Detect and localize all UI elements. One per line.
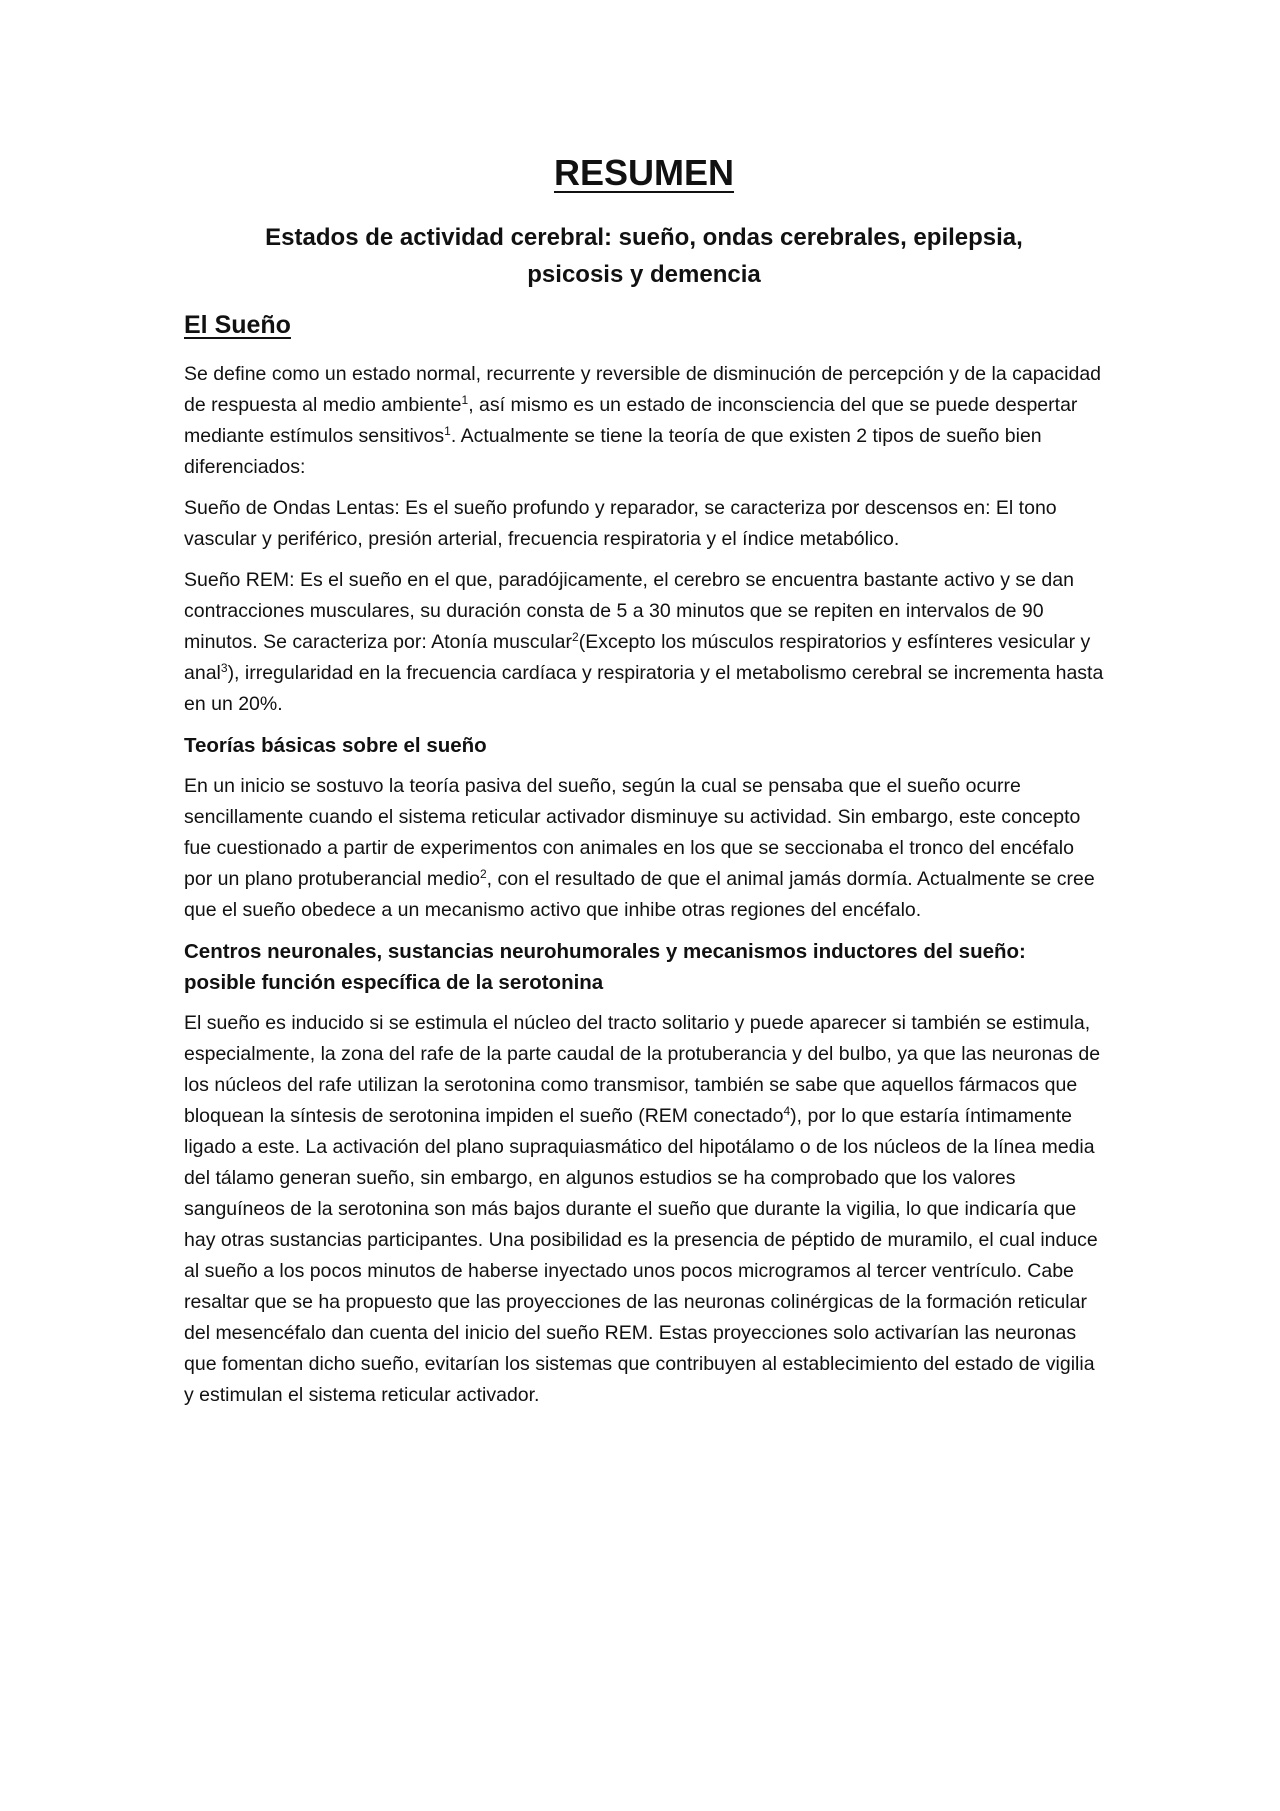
footnote-ref: 1 [461, 392, 469, 407]
footnote-ref: 2 [479, 866, 487, 881]
text-run: ), por lo que estaría íntimamente ligado a este. La activación del plano supraquiasmático del hipotálamo o de los núcleos de la línea media del tálamo generan sueño, sin embargo, en algunos estudios se ha comprobado que los valores sanguíneos de la serotonina son más bajos durante el sueño que durante la vigilia, lo que indicaría que hay otras sustancias participantes. Una posibilidad es la presencia de péptido de muramilo, el cual induce al sueño a los pocos minutos de haberse inyectado unos pocos microgramos al tercer ventrículo. Cabe resaltar que se ha propuesto que las proyecciones de las neuronas colinérgicas de la formación reticular del mesencéfalo dan cuenta del inicio del sueño REM. Estas proyecciones solo activarían las neuronas que fomentan dicho sueño, evitarían los sistemas que contribuyen al establecimiento del estado de vigilia y estimulan el sistema reticular activador. [184, 1105, 1098, 1407]
subheading-basic-theories: Teorías básicas sobre el sueño [184, 733, 487, 757]
text-run: ), irregularidad en la frecuencia cardíaca y respiratoria y el metabolismo cerebral se incrementa hasta en un 20%. [184, 661, 1104, 715]
footnote-ref: 2 [572, 629, 579, 644]
subtitle-line-2: psicosis y demencia [527, 260, 761, 288]
section-heading-el-sueno: El Sueño [184, 311, 291, 340]
paragraph-basic-theories [184, 771, 1104, 926]
text-run: , con el resultado de que el animal jamás dormía. Actualmente se cree que el sueño obedece a un mecanismo activo que inhibe otras regiones del encéfalo. [184, 867, 1095, 921]
subtitle-line-1: Estados de actividad cerebral: sueño, ondas cerebrales, epilepsia, [265, 223, 1023, 251]
paragraph-slow-wave-sleep: Sueño de Ondas Lentas: Es el sueño profundo y reparador, se caracteriza por descensos en: El tono vascular y periférico, presión arterial, frecuencia respiratoria y el índice metabólico. [184, 496, 1057, 550]
document-title: RESUMEN [553, 152, 735, 193]
document-page [184, 150, 1104, 1421]
text-run: . Actualmente se tiene la teoría de que existen 2 tipos de sueño bien diferenciados: [184, 424, 1042, 478]
paragraph-sleep-definition [184, 359, 1104, 483]
text-run: El sueño es inducido si se estimula el núcleo del tracto solitario y puede aparecer si también se estimula, especialmente, la zona del rafe de la parte caudal de la protuberancia y del bulbo, ya que las neuronas de los núcleos del rafe utilizan la serotonina como transmisor, también se sabe que aquellos fármacos que bloquean la síntesis de serotonina impiden el sueño (REM conectado [184, 1012, 1101, 1128]
text-run: Sueño REM: Es el sueño en el que, paradójicamente, el cerebro se encuentra bastante activo y se dan contracciones musculares, su duración consta de 5 a 30 minutos que se repiten en intervalos de 90 minutos. Se caracteriza por: Atonía muscular [184, 568, 1074, 653]
text-run: Se define como un estado normal, recurrente y reversible de disminución de percepción y de la capacidad de respuesta al medio ambiente [184, 362, 1102, 416]
text-run: (Excepto los músculos respiratorios y esfínteres vesicular y anal [184, 630, 1091, 684]
subheading-neuronal-centers [184, 936, 1104, 998]
footnote-ref: 3 [220, 660, 228, 675]
footnote-ref: 4 [783, 1104, 791, 1119]
document-subtitle [184, 219, 1104, 293]
text-run: En un inicio se sostuvo la teoría pasiva del sueño, según la cual se pensaba que el sueño ocurre sencillamente cuando el sistema reticular activador disminuye su actividad. Sin embargo, este concepto fue cuestionado a partir de experimentos con animales en los que se seccionaba el tronco del encéfalo por un plano protuberancial medio [184, 774, 1081, 890]
subheading-line-2: posible función específica de la serotonina [184, 970, 604, 994]
text-run: , así mismo es un estado de inconsciencia del que se puede despertar mediante estímulos sensitivos [184, 393, 1078, 447]
paragraph-rem-sleep [184, 565, 1104, 720]
footnote-ref: 1 [444, 423, 451, 438]
subheading-line-1: Centros neuronales, sustancias neurohumorales y mecanismos inductores del sueño: [184, 939, 1026, 963]
paragraph-serotonin [184, 1008, 1104, 1411]
